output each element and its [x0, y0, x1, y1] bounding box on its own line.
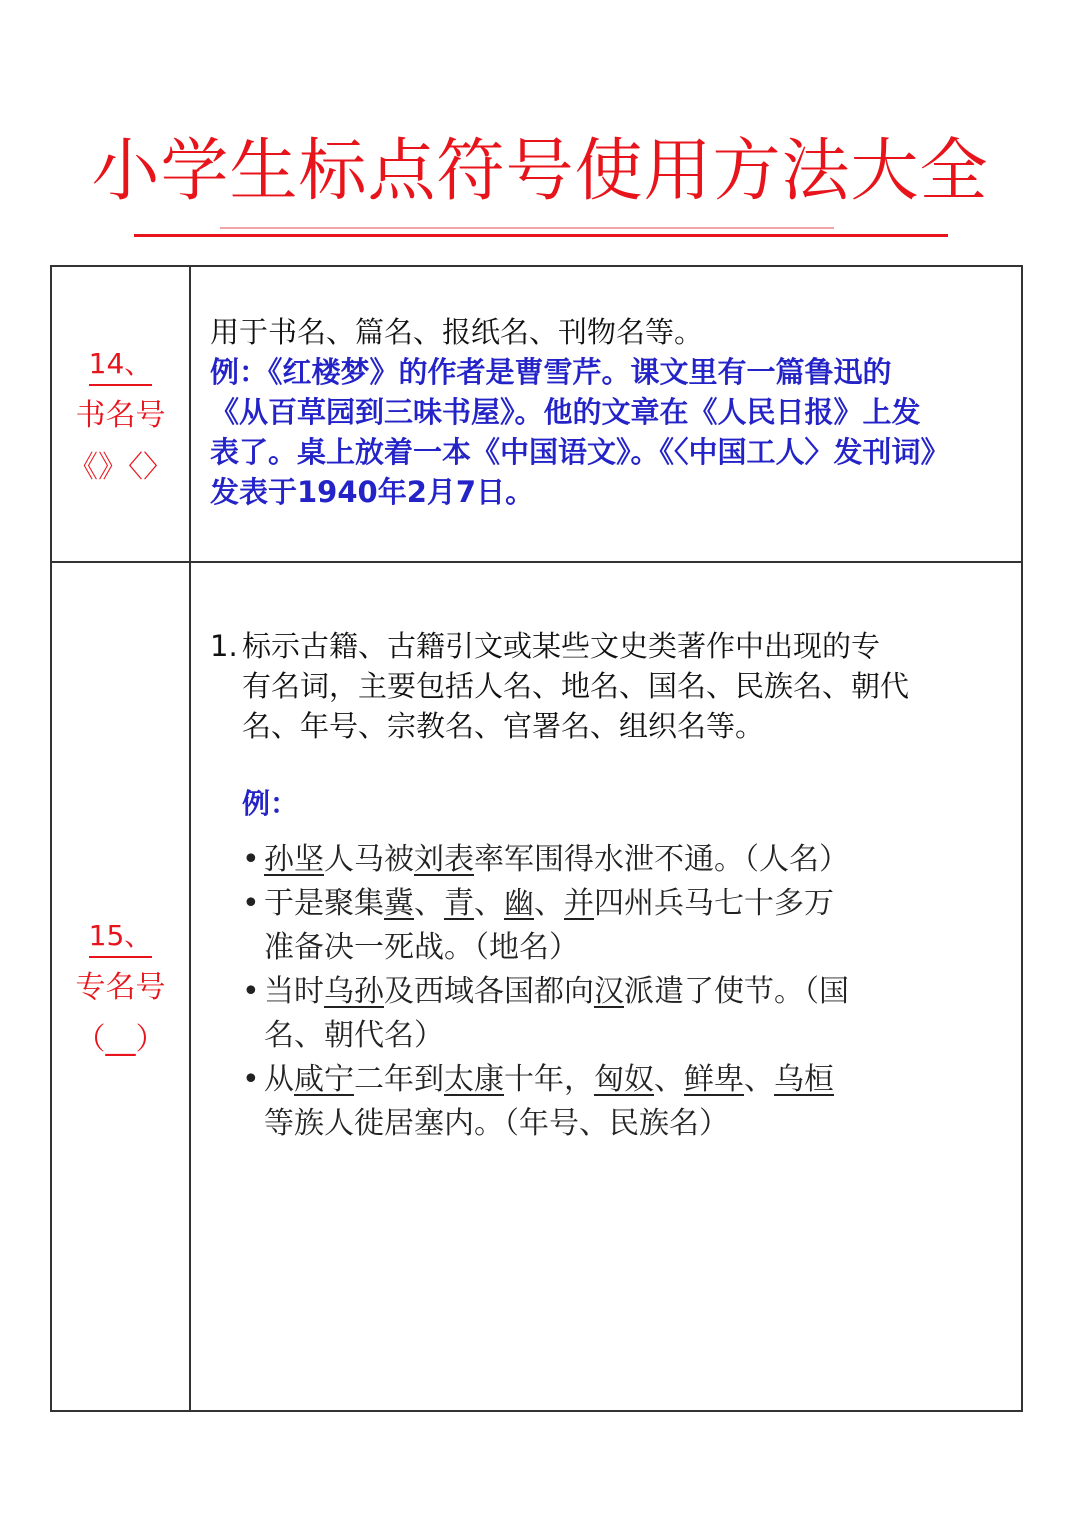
- title-divider-thin: [220, 227, 834, 229]
- example-text: 、: [474, 886, 504, 921]
- description-line: 名、年号、宗教名、官署名、组织名等。: [242, 709, 765, 743]
- example-text: 、: [654, 1062, 684, 1097]
- row-number: 14、: [89, 344, 153, 386]
- proper-noun: 匈奴: [594, 1062, 654, 1097]
- row-name: 专名号: [75, 970, 166, 1005]
- proper-noun: 汉: [594, 974, 624, 1009]
- example-line: 发表于1940年2月7日。: [210, 475, 535, 509]
- proper-noun: 刘表: [414, 842, 474, 877]
- bullet-icon: •: [242, 842, 260, 877]
- description-line: 有名词，主要包括人名、地名、国名、民族名、朝代: [242, 669, 910, 703]
- example-text: 人马被: [324, 842, 414, 877]
- example-text: 、: [534, 886, 564, 921]
- example-text: 二年到: [354, 1062, 444, 1097]
- proper-noun: 冀: [384, 886, 414, 921]
- example-text: 派遣了使节。（国: [624, 974, 849, 1009]
- bullet-icon: •: [242, 886, 260, 921]
- example-item: [242, 970, 942, 1058]
- proper-noun: 幽: [504, 886, 534, 921]
- row-label-proper-noun-mark: [52, 910, 189, 1066]
- row-label-book-title-mark: [52, 338, 189, 494]
- example-line: 表了。桌上放着一本《中国语文》。《〈中国工人〉发刊词》: [210, 435, 950, 469]
- row-name: 书名号: [75, 398, 166, 433]
- example-text: 十年，: [504, 1062, 594, 1097]
- proper-noun: 并: [564, 886, 594, 921]
- row-content-book-title-mark: [210, 312, 1020, 512]
- bullet-icon: •: [242, 1062, 260, 1097]
- example-line: 例：《红楼梦》的作者是曹雪芹。课文里有一篇鲁迅的: [210, 355, 892, 389]
- row-symbol: 《》〈〉: [68, 450, 173, 485]
- example-text: 从: [264, 1062, 294, 1097]
- proper-noun: 咸宁: [294, 1062, 354, 1097]
- proper-noun: 青: [444, 886, 474, 921]
- proper-noun: 太康: [444, 1062, 504, 1097]
- example-text: 于是聚集: [264, 886, 384, 921]
- row-content-proper-noun-mark: [210, 626, 1010, 746]
- proper-noun: 孙坚: [264, 842, 324, 877]
- example-text: 等族人徙居塞内。（年号、民族名）: [264, 1106, 729, 1141]
- example-item: [242, 838, 942, 882]
- example-text: 、: [414, 886, 444, 921]
- title-divider: [134, 234, 948, 237]
- row-symbol: （__）: [75, 1022, 166, 1057]
- example-text: 四州兵马七十多万: [594, 886, 834, 921]
- usage-description: [242, 626, 1010, 746]
- example-text: 率军围得水泄不通。（人名）: [474, 842, 849, 877]
- table-row-divider: [50, 561, 1023, 563]
- row-number: 15、: [89, 916, 153, 958]
- example-item: [242, 882, 942, 970]
- page-title: 小学生标点符号使用方法大全: [91, 132, 989, 211]
- proper-noun: 乌孙: [324, 974, 384, 1009]
- proper-noun: 乌桓: [774, 1062, 834, 1097]
- description-line: 标示古籍、古籍引文或某些文史类著作中出现的专: [242, 629, 881, 663]
- example-line: 《从百草园到三味书屋》。他的文章在《人民日报》上发: [210, 395, 921, 429]
- proper-noun: 鲜卑: [684, 1062, 744, 1097]
- example-text: 当时: [264, 974, 324, 1009]
- example-text: 及西域各国都向: [384, 974, 594, 1009]
- example-text: 名、朝代名）: [264, 1018, 444, 1053]
- table-column-divider: [189, 265, 191, 1412]
- example-list: [242, 838, 942, 1146]
- example-text: 准备决一死战。（地名）: [264, 930, 579, 965]
- example-item: [242, 1058, 942, 1146]
- item-number: 1.: [210, 629, 238, 663]
- bullet-icon: •: [242, 974, 260, 1009]
- example-text: 、: [744, 1062, 774, 1097]
- usage-description: 用于书名、篇名、报纸名、刊物名等。: [210, 315, 704, 349]
- example-label: 例：: [242, 787, 299, 820]
